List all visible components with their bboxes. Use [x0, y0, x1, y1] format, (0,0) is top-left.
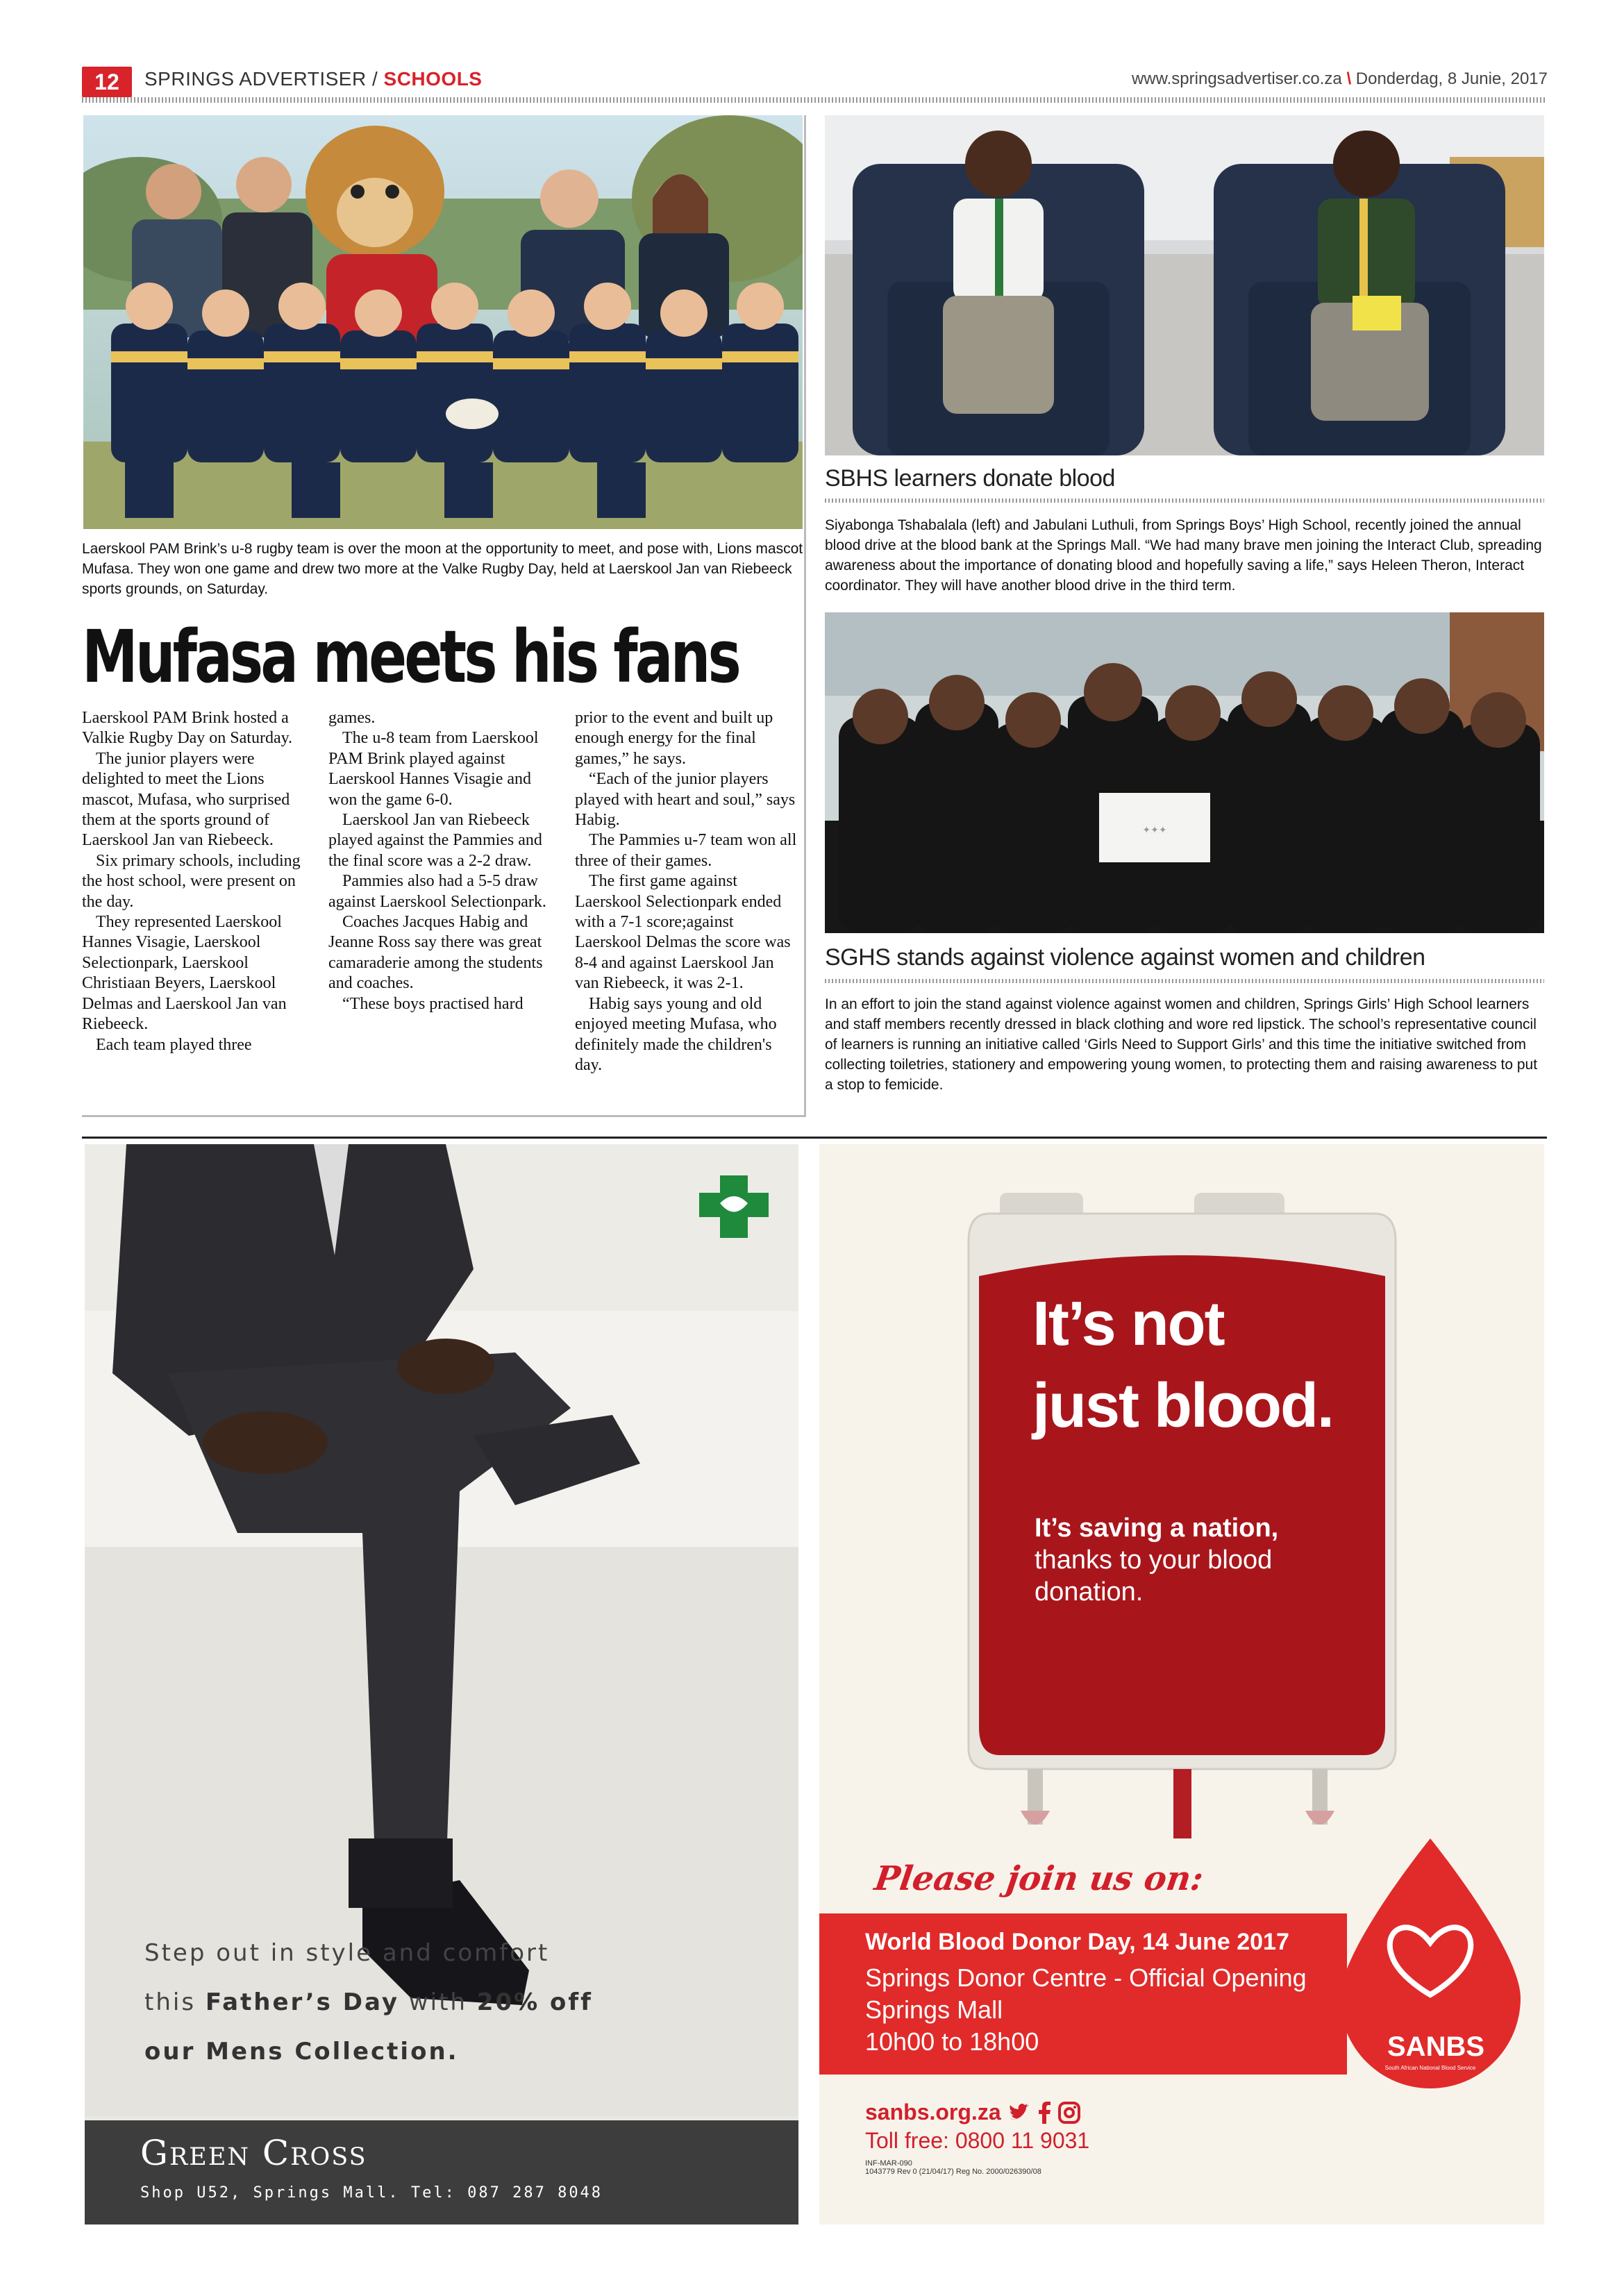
website-link[interactable]: www.springsadvertiser.co.za — [1131, 69, 1342, 88]
paragraph: The Pammies u-7 team won all three of their games. — [575, 831, 797, 870]
page-divider — [82, 1137, 1547, 1139]
story-body — [82, 708, 804, 1075]
subhead-line-3: donation. — [1035, 1577, 1144, 1607]
please-join-us-heading: Please join us on: — [872, 1859, 1206, 1898]
tagline-line-1: Step out in style and comfort — [144, 1939, 550, 1967]
main-headline: Mufasa meets his fans — [82, 614, 739, 699]
tagline-discount: 20% off — [476, 1988, 593, 2016]
sghs-group-photo — [825, 612, 1544, 933]
masthead — [144, 68, 483, 90]
sanbs-website[interactable]: sanbs.org.za — [865, 2100, 1001, 2125]
story-column-2 — [328, 708, 554, 1075]
publication-name: SPRINGS ADVERTISER / — [144, 68, 378, 90]
sanbs-logo-subtext: South African National Blood Service — [1384, 2065, 1476, 2071]
tagline-fathers-day: Father’s Day — [205, 1988, 400, 2016]
sghs-title: SGHS stands against violence against women and children — [825, 944, 1425, 971]
sanbs-headline — [1032, 1283, 1333, 1447]
sbhs-title: SBHS learners donate blood — [825, 465, 1115, 492]
paragraph: The junior players were delighted to meet the Lions mascot, Mufasa, who surprised them at the sports ground of Laerskool Jan van Riebeeck. — [82, 749, 290, 850]
issue-date: Donderdag, 8 Junie, 2017 — [1355, 69, 1548, 88]
sghs-photo-illustration — [825, 612, 1544, 933]
green-cross-tagline — [144, 1929, 593, 2077]
paragraph: prior to the event and built up enough energy for the final games,” he says. — [575, 709, 773, 768]
subhead-line-2: thanks to your blood — [1035, 1545, 1273, 1575]
paragraph: Pammies also had a 5-5 draw against Laerskool Selectionpark. — [328, 872, 546, 911]
rugby-photo-caption: Laerskool PAM Brink’s u-8 rugby team is over the moon at the opportunity to meet, and pose with, Lions mascot Mufasa. They won one game and drew two more at the Valke Rugby Day, held at Laerskool Jan van Riebeeck sports grounds, on Saturday. — [82, 541, 803, 597]
sanbs-subhead — [1035, 1512, 1278, 1608]
venue-line-1: Springs Donor Centre - Official Opening — [865, 1963, 1307, 1992]
blood-bag-illustration — [819, 1144, 1544, 1838]
event-venue — [865, 1962, 1307, 2058]
paragraph: Coaches Jacques Habig and Jeanne Ross say there was great camaraderie among the students and coaches. — [328, 913, 543, 993]
paragraph: “These boys practised hard — [342, 994, 524, 1013]
header-rule — [82, 97, 1547, 103]
headline-line-2: just blood. — [1032, 1371, 1333, 1441]
sbhs-blood-donation-photo — [825, 115, 1544, 455]
page-number: 12 — [82, 67, 132, 97]
subhead-line-1: It’s saving a nation, — [1035, 1514, 1279, 1543]
tagline-line-2 — [144, 1978, 593, 2027]
twitter-icon[interactable] — [1008, 2103, 1030, 2122]
story-column-1 — [82, 708, 308, 1075]
rugby-photo-illustration — [83, 115, 803, 529]
tagline-fragment: with — [399, 1988, 477, 2016]
rugby-team-photo — [83, 115, 803, 529]
green-cross-logo-icon — [696, 1172, 772, 1241]
sanbs-contact — [865, 2100, 1089, 2176]
paragraph: Each team played three — [96, 1035, 252, 1054]
separator: \ — [1346, 69, 1352, 88]
section-name: SCHOOLS — [383, 68, 483, 90]
sanbs-advert — [819, 1144, 1544, 2224]
paragraph: Laerskool PAM Brink hosted a Valkie Rugby Day on Saturday. — [82, 709, 293, 748]
sanbs-logo-text: SANBS — [1387, 2031, 1485, 2062]
site-and-date — [1132, 69, 1548, 89]
facebook-icon[interactable] — [1037, 2102, 1051, 2124]
paragraph: “Each of the junior players played with heart and soul,” says Habig. — [575, 770, 796, 830]
event-time: 10h00 to 18h00 — [865, 2027, 1039, 2056]
green-cross-advert — [85, 1144, 798, 2224]
tagline-line-3 — [144, 2027, 593, 2077]
green-cross-brand: Green Cross — [140, 2133, 367, 2173]
paragraph: Six primary schools, including the host school, were present on the day. — [82, 851, 301, 911]
paragraph: Laerskool Jan van Riebeeck played against the Pammies and the final score was a 2-2 draw. — [328, 811, 542, 870]
sbhs-title-rule — [825, 498, 1544, 503]
sghs-title-rule — [825, 979, 1544, 983]
event-title: World Blood Donor Day, 14 June 2017 — [865, 1929, 1289, 1955]
green-cross-footer-bar — [85, 2120, 798, 2224]
tagline-fragment: this — [144, 1988, 206, 2016]
paragraph: They represented Laerskool Hannes Visagie, Laerskool Selectionpark, Laerskool Christiaan Beyers, Laerskool Delmas and Laerskool Jan van Riebeeck. — [82, 913, 287, 1034]
headline-line-1: It’s not — [1032, 1289, 1224, 1359]
svg-text:✦✦✦: ✦✦✦ — [1142, 824, 1167, 835]
paragraph: games. — [328, 709, 376, 727]
tagline-collection: our Mens Collection. — [144, 2038, 459, 2065]
paragraph: The u-8 team from Laerskool PAM Brink played against Laerskool Hannes Visagie and won the game 6-0. — [328, 729, 539, 809]
sbhs-photo-illustration — [825, 115, 1544, 455]
venue-line-2: Springs Mall — [865, 1995, 1003, 2024]
paragraph: The first game against Laerskool Selectionpark ended with a 7-1 score;against Laerskool Delmas the score was 8-4 and against Laerskool Jan van Riebeeck, it was 2-1. — [575, 872, 791, 993]
sanbs-ref-1: INF-MAR-090 — [865, 2159, 912, 2168]
sghs-caption: In an effort to join the stand against violence against women and children, Springs Girls’ High School learners and staff members recently dressed in black clothing and wore red lipstick. The school’s representative council of learners is running an initiative called ‘Girls Need to Support Girls’ and this time the initiative switched from collecting toiletries, stationery and empowering young women, to protecting them and raising awareness to put a stop to femicide. — [825, 996, 1538, 1093]
paragraph: Habig says young and old enjoyed meeting Mufasa, who definitely made the children's day. — [575, 994, 777, 1074]
green-cross-shop-info: Shop U52, Springs Mall. Tel: 087 287 8048 — [140, 2184, 603, 2202]
sanbs-tollfree: Toll free: 0800 11 9031 — [865, 2128, 1090, 2153]
sbhs-caption: Siyabonga Tshabalala (left) and Jabulani Luthuli, from Springs Boys’ High School, recently joined the annual blood drive at the blood bank at the Springs Mall. “We had many brave men joining the Interact Club, spreading awareness about the importance of donating blood and hopefully saving a life,” says Heleen Theron, Interact coordinator. They will have another blood drive in the third term. — [825, 517, 1542, 594]
event-details-banner — [819, 1913, 1347, 2075]
story-column-3 — [575, 708, 801, 1075]
instagram-icon[interactable] — [1058, 2102, 1080, 2124]
sanbs-web-row — [865, 2100, 1089, 2125]
sanbs-ref-2: 1043779 Rev 0 (21/04/17) Reg No. 2000/026390/08 — [865, 2168, 1041, 2176]
